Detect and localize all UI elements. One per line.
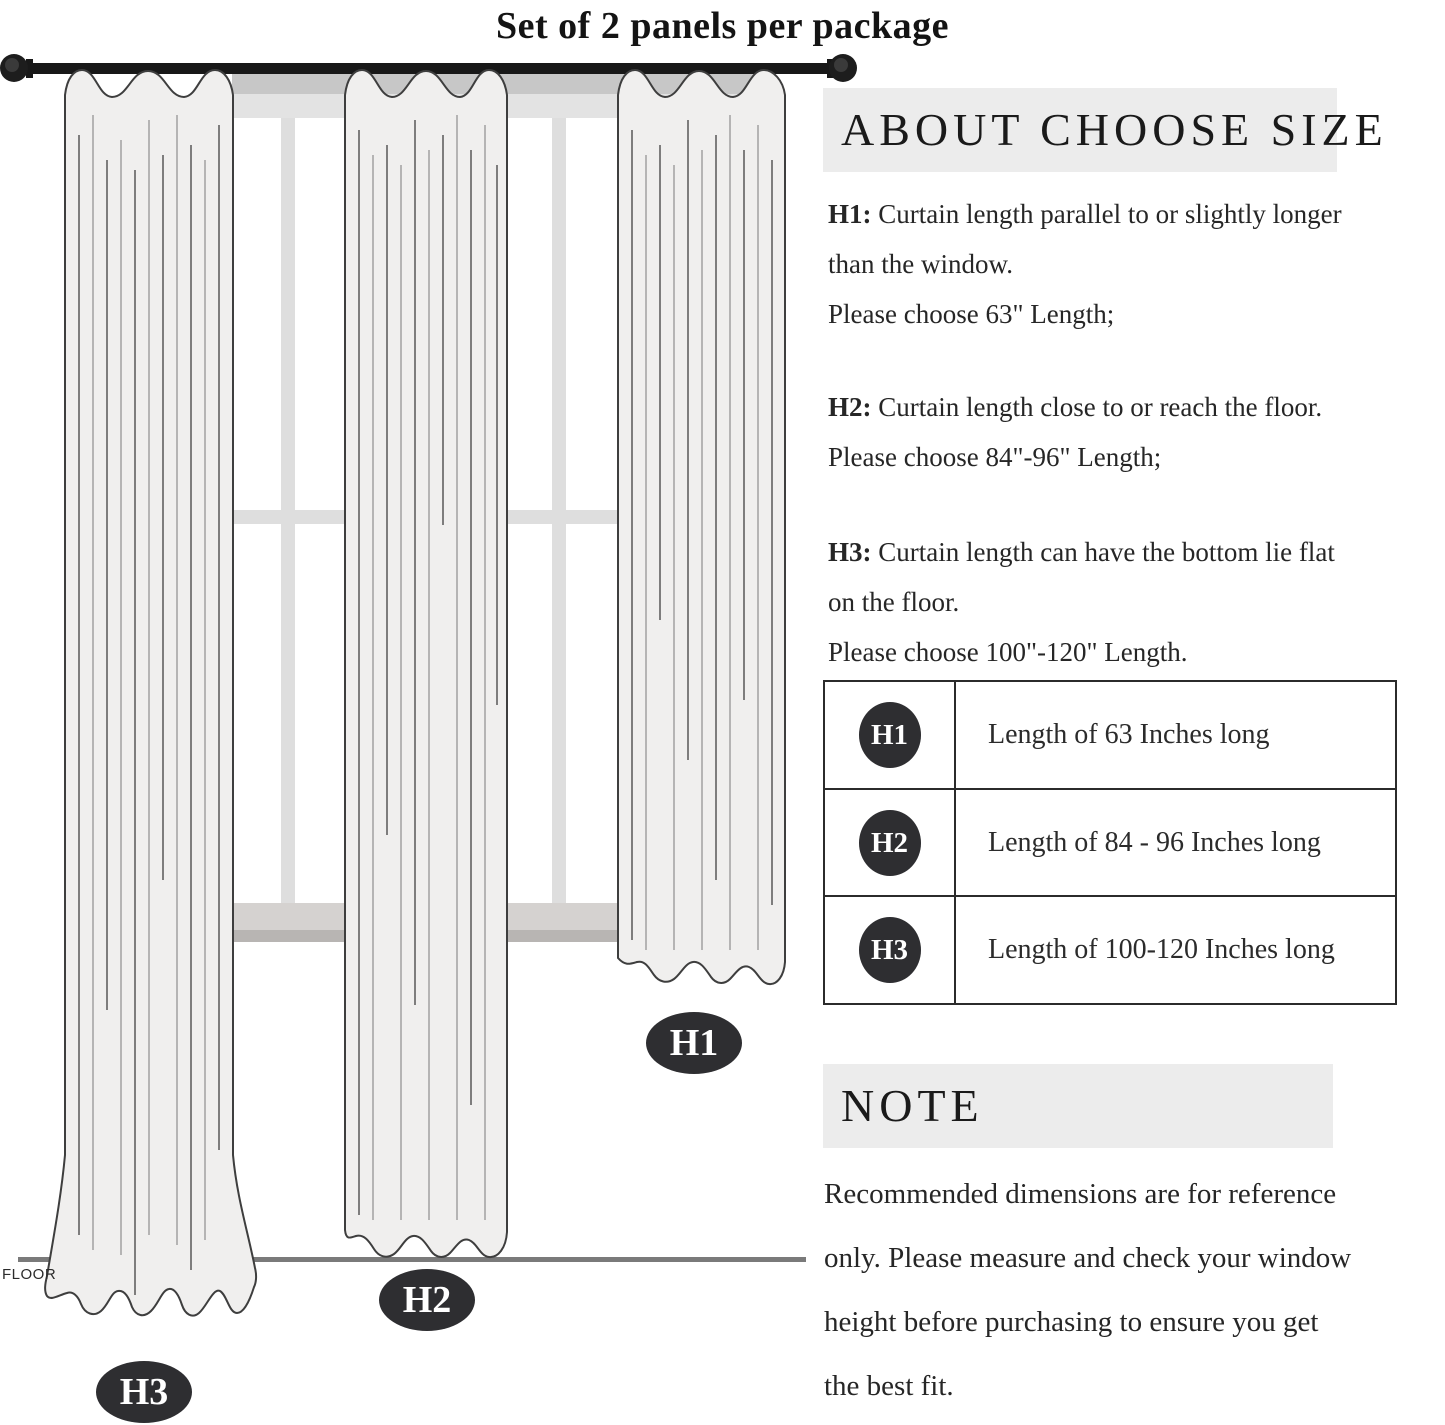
table-row (825, 790, 1395, 898)
about-choose-size-heading: ABOUT CHOOSE SIZE (823, 88, 1337, 172)
h1-desc-line1: Curtain length parallel to or slightly longer (878, 199, 1342, 229)
table-badge-cell (825, 897, 956, 1003)
curtain-panel-h1 (618, 70, 785, 984)
h2-choose-line: Please choose 84"-96" Length; (828, 442, 1162, 472)
table-length-text: Length of 84 - 96 Inches long (988, 826, 1321, 858)
h2-desc-line1: Curtain length close to or reach the floor. (878, 392, 1323, 422)
h3-tag: H3: (828, 537, 872, 567)
curtain-panel-h2 (345, 70, 507, 1257)
size-description-h2 (828, 382, 1322, 482)
note-paragraph (824, 1162, 1351, 1418)
floor-label: FLOOR (2, 1266, 57, 1283)
length-badge-h1: H1 (646, 1012, 742, 1074)
table-badge-cell (825, 790, 956, 896)
size-description-h3 (828, 527, 1335, 677)
h1-choose-line: Please choose 63" Length; (828, 299, 1115, 329)
h2-tag: H2: (828, 392, 872, 422)
table-length-text: Length of 63 Inches long (988, 718, 1270, 750)
table-badge-cell (825, 682, 956, 788)
h1-desc-line2: than the window. (828, 249, 1013, 279)
length-badge-h2: H2 (379, 1269, 475, 1331)
h1-tag: H1: (828, 199, 872, 229)
table-badge-h3: H3 (859, 917, 921, 983)
table-row (825, 897, 1395, 1003)
note-line1: Recommended dimensions are for reference (824, 1178, 1337, 1210)
table-badge-h1: H1 (859, 702, 921, 768)
curtain-panel-h3 (45, 70, 256, 1316)
h3-desc-line2: on the floor. (828, 587, 960, 617)
note-heading: NOTE (823, 1064, 1333, 1148)
length-badge-h3: H3 (96, 1361, 192, 1423)
note-line4: the best fit. (824, 1370, 954, 1402)
table-length-text: Length of 100-120 Inches long (988, 934, 1335, 966)
length-size-table (823, 680, 1397, 1005)
note-line3: height before purchasing to ensure you get (824, 1306, 1319, 1338)
page-title: Set of 2 panels per package (496, 5, 949, 47)
h3-choose-line: Please choose 100"-120" Length. (828, 637, 1188, 667)
table-row (825, 682, 1395, 790)
h3-desc-line1: Curtain length can have the bottom lie flat (878, 537, 1335, 567)
size-description-h1 (828, 189, 1342, 339)
note-line2: only. Please measure and check your window (824, 1242, 1352, 1274)
table-badge-h2: H2 (859, 810, 921, 876)
